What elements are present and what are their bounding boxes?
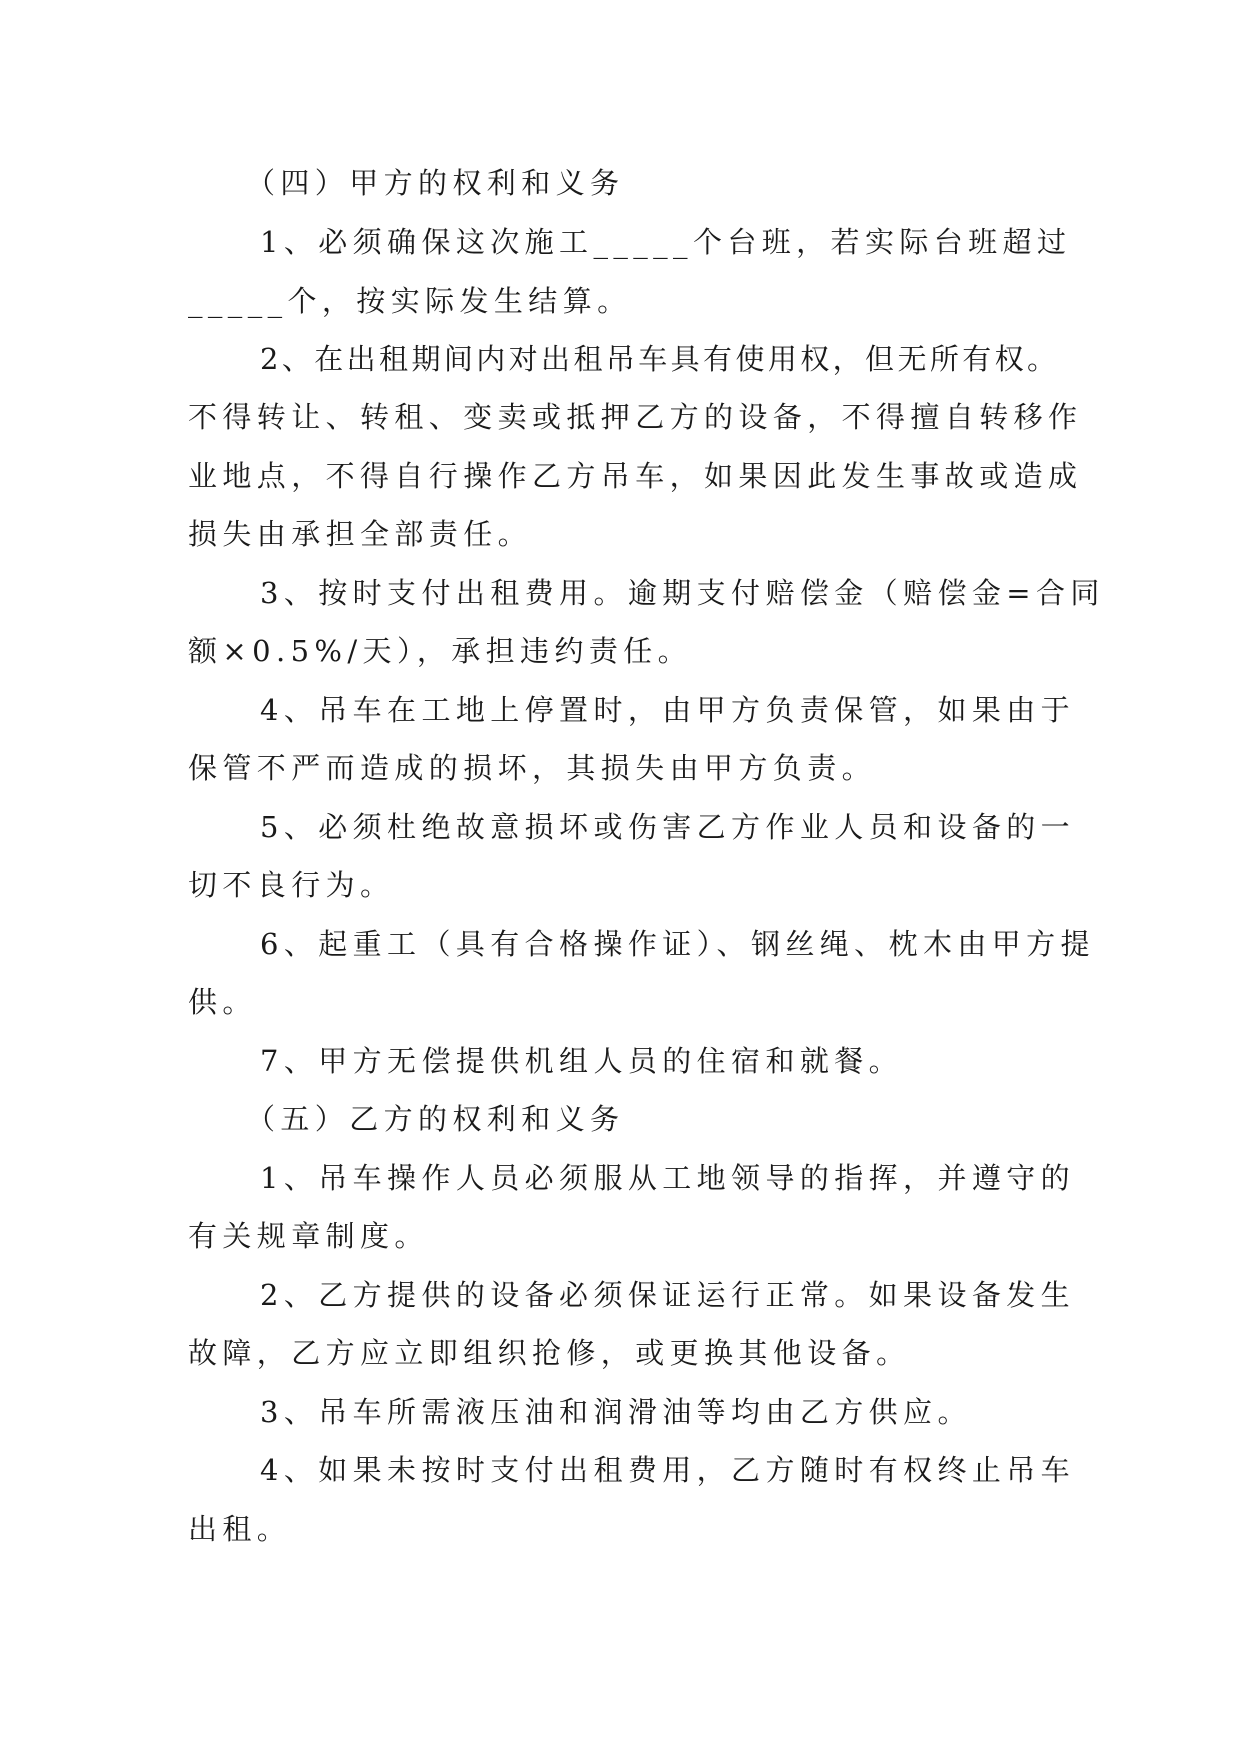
paragraph-line: 业地点，不得自行操作乙方吊车，如果因此发生事故或造成 — [188, 459, 1083, 493]
section-heading-party-a: （四）甲方的权利和义务 — [246, 166, 625, 200]
paragraph-line: 故障，乙方应立即组织抢修，或更换其他设备。 — [188, 1336, 911, 1370]
paragraph-line: 6、起重工（具有合格操作证）、钢丝绳、枕木由甲方提 — [260, 927, 1095, 961]
paragraph-line: 3、吊车所需液压油和润滑油等均由乙方供应。 — [260, 1395, 972, 1429]
paragraph-line: 有关规章制度。 — [188, 1219, 429, 1253]
paragraph-line: 7、甲方无偿提供机组人员的住宿和就餐。 — [260, 1044, 904, 1078]
paragraph-line: 供。 — [188, 985, 257, 1019]
paragraph-line: 保管不严而造成的损坏，其损失由甲方负责。 — [188, 751, 877, 785]
paragraph-line: 1、吊车操作人员必须服从工地领导的指挥，并遵守的 — [260, 1161, 1076, 1195]
paragraph-line: 3、按时支付出租费用。逾期支付赔偿金（赔偿金=合同 — [260, 576, 1105, 610]
paragraph-line: 切不良行为。 — [188, 868, 395, 902]
paragraph-line: 1、必须确保这次施工_____个台班，若实际台班超过 — [260, 225, 1072, 259]
paragraph-line: 不得转让、转租、变卖或抵押乙方的设备，不得擅自转移作 — [188, 400, 1083, 434]
paragraph-line: 2、乙方提供的设备必须保证运行正常。如果设备发生 — [260, 1278, 1076, 1312]
paragraph-line: 额×0.5%/天），承担违约责任。 — [188, 634, 693, 668]
paragraph-line: 4、吊车在工地上停置时，由甲方负责保管，如果由于 — [260, 693, 1076, 727]
paragraph-line: 出租。 — [188, 1512, 292, 1546]
paragraph-line: _____个，按实际发生结算。 — [188, 284, 632, 318]
paragraph-line: 损失由承担全部责任。 — [188, 517, 533, 551]
paragraph-line: 2、在出租期间内对出租吊车具有使用权，但无所有权。 — [260, 342, 1060, 376]
section-heading-party-b: （五）乙方的权利和义务 — [246, 1102, 625, 1136]
paragraph-line: 4、如果未按时支付出租费用，乙方随时有权终止吊车 — [260, 1453, 1076, 1487]
paragraph-line: 5、必须杜绝故意损坏或伤害乙方作业人员和设备的一 — [260, 810, 1076, 844]
